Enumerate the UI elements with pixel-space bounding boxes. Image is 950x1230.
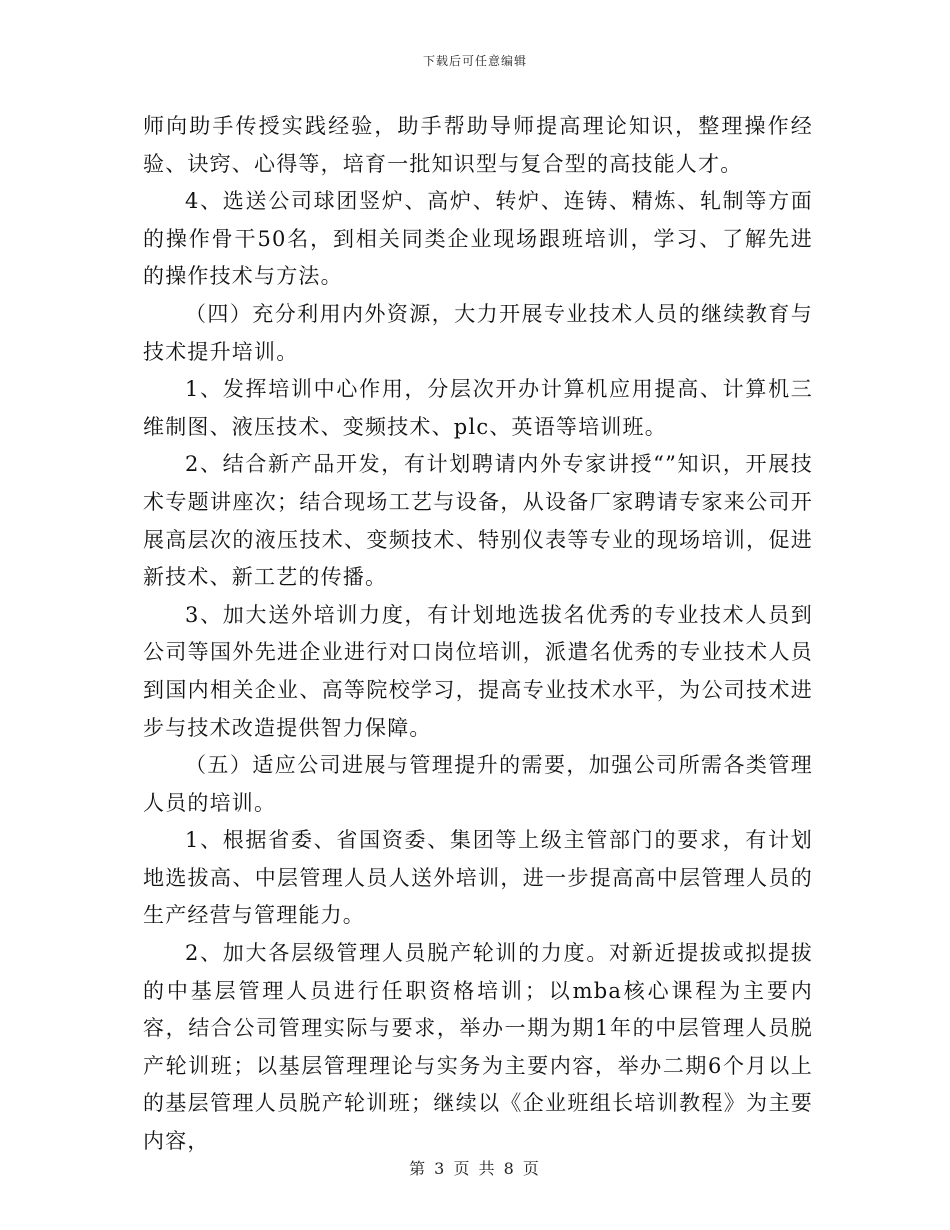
paragraph-item-1-b: 1、根据省委、省国资委、集团等上级主管部门的要求，有计划地选拔高、中层管理人员人送外培训，进一步提高高中层管理人员的生产经营与管理能力。 xyxy=(143,828,813,928)
page-footer: 第 3 页 共 8 页 xyxy=(409,1159,541,1178)
document-body xyxy=(143,108,813,1161)
paragraph-item-2: 2、结合新产品开发，有计划聘请内外专家讲授“”知识，开展技术专题讲座次；结合现场工艺与设备，从设备厂家聘请专家来公司开展高层次的液压技术、变频技术、特别仪表等专业的现场培训，促进新技术、新工艺的传播。 xyxy=(143,452,813,590)
paragraph-item-1: 1、发挥培训中心作用，分层次开办计算机应用提高、计算机三维制图、液压技术、变频技术、plc、英语等培训班。 xyxy=(143,377,813,439)
paragraph-continuation: 师向助手传授实践经验，助手帮助导师提高理论知识，整理操作经验、诀窍、心得等，培育一批知识型与复合型的高技能人才。 xyxy=(143,114,813,176)
section-heading-5: （五）适应公司进展与管理提升的需要，加强公司所需各类管理人员的培训。 xyxy=(143,753,813,815)
paragraph-item-2-b: 2、加大各层级管理人员脱产轮训的力度。对新近提拔或拟提拔的中基层管理人员进行任职资格培训；以mba核心课程为主要内容，结合公司管理实际与要求，举办一期为期1年的中层管理人员脱产轮训班；以基层管理理论与实务为主要内容，举办二期6个月以上的基层管理人员脱产轮训班；继续以《企业班组长培训教程》为主要内容， xyxy=(143,941,813,1154)
page-header: 下载后可任意编辑 xyxy=(422,54,527,68)
paragraph-item-3: 3、加大送外培训力度，有计划地选拔名优秀的专业技术人员到公司等国外先进企业进行对口岗位培训，派遣名优秀的专业技术人员到国内相关企业、高等院校学习，提高专业技术水平，为公司技术进步与技术改造提供智力保障。 xyxy=(143,602,813,740)
paragraph-item-4: 4、选送公司球团竖炉、高炉、转炉、连铸、精炼、轧制等方面的操作骨干50名，到相关同类企业现场跟班培训，学习、了解先进的操作技术与方法。 xyxy=(143,189,813,289)
section-heading-4: （四）充分利用内外资源，大力开展专业技术人员的继续教育与技术提升培训。 xyxy=(143,301,813,364)
